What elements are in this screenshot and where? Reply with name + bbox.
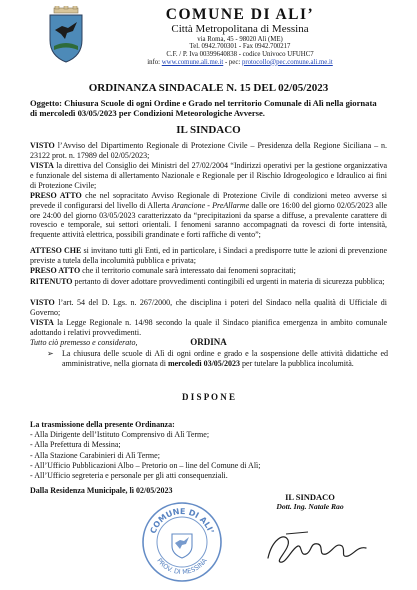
paragraph-text: la Legge Regionale n. 14/98 secondo la quale il Sindaco pianifica emergenza in ambito comunale adottando i relativi provvedimenti. xyxy=(30,318,387,337)
oggetto-text: Chiusura Scuole di ogni Ordine e Grado nel territorio Comunale di Alì nella giornata di mercoledì 03/05/2023 per Condizioni Meteorologiche Avverse. xyxy=(30,98,377,119)
paragraph-text: l’art. 54 del D. Lgs. n. 267/2000, che disciplina i poteri del Sindaco nella qualità di Ufficiale di Governo; xyxy=(30,298,387,317)
list-item: - All’Ufficio Pubblicazioni Albo – Pretorio on – line del Comune di Alì; xyxy=(30,460,261,470)
paragraph-text: pertanto di dover adottare provvedimenti contingibili ed urgenti in materia di sicurezza pubblica; xyxy=(72,277,385,286)
considerata-ritenuto xyxy=(30,277,387,287)
place-date: Dalla Residenza Municipale, lì 02/05/2023 xyxy=(30,486,173,495)
paragraph-text: che il territorio comunale sarà interessato dai fenomeni sopracitati; xyxy=(80,266,296,275)
considerata-preso-atto-territorio xyxy=(30,266,387,276)
keyword: PRESO ATTO xyxy=(30,191,82,200)
address: via Roma, 45 - 98020 Alì (ME) xyxy=(197,35,283,43)
oggetto-label: Oggetto: xyxy=(30,98,62,108)
oggetto xyxy=(30,98,382,119)
paragraph-text: l’Avviso del Dipartimento Regionale di Protezione Civile – Presidenza della Regione Siciliana – n. 23122 prot. n. 17989 del 02/05/2023; xyxy=(30,141,387,160)
dispone-heading: D I S P O N E xyxy=(181,392,235,402)
handwritten-signature-icon xyxy=(262,520,374,570)
signature-block xyxy=(250,492,370,511)
pec-label: - pec: xyxy=(223,58,242,66)
website-link[interactable]: www.comune.ali.me.it xyxy=(161,58,224,66)
keyword: ATTESO CHE xyxy=(30,246,82,255)
citta-metropolitana: Città Metropolitana di Messina xyxy=(171,23,309,36)
ordina-text xyxy=(62,349,388,369)
ordina-title: ORDINA xyxy=(190,337,227,347)
considerata-vista-direttiva xyxy=(30,161,387,190)
coat-of-arms-icon xyxy=(46,6,86,64)
premesso-text: Tutto ciò premesso e considerato, xyxy=(30,338,138,347)
stamp-top-text: COMUNE DI ALI’ xyxy=(148,506,216,535)
keyword: PRESO ATTO xyxy=(30,266,81,275)
paragraph-text: che nel sopracitato Avviso Regionale di Protezione Civile di condizioni meteo avverse si prevede il configurarsi del livello di Allerta xyxy=(30,191,387,210)
keyword: VISTO xyxy=(30,298,55,307)
stamp-bottom-text: PROV. DI MESSINA xyxy=(155,556,209,577)
letterhead xyxy=(100,6,380,66)
signature-title: IL SINDACO xyxy=(285,492,335,502)
paragraph-text: dalle ore 16:00 del giorno 02/05/2023 alle ore 24:00 del giorno 03/05/2023 caratterizzato da “precipitazioni da sparse a diffuse, a prevalente carattere di rovescio e temporale, sui settori orientali. I fenomeni saranno accompagnati da rovesci di forte intensità, frequente attività elettrica, possibili grandinate e forti raffiche di vento”; xyxy=(30,200,387,239)
ordina-text-b: per tutelare la pubblica incolumità. xyxy=(240,358,354,368)
paragraph-text: la direttiva del Consiglio dei Ministri del 27/02/2004 “Indirizzi operativi per la gestione organizzativa e funzionale del sistema di allertamento Nazionale e Regionale per il Rischio Idrogeologico e Idraulico ai fini di Protezione Civile; xyxy=(30,161,387,190)
considerata-preso-atto-avviso xyxy=(30,191,387,240)
contact-line xyxy=(100,59,380,67)
signatory-name: Dott. Ing. Natale Rao xyxy=(276,502,344,512)
list-item: - Alla Prefettura di Messina; xyxy=(30,440,121,450)
pec-email-link[interactable]: protocollo@pec.comune.ali.me.it xyxy=(241,58,333,66)
info-label: info: xyxy=(147,58,162,66)
paragraph-text: si invitano tutti gli Enti, ed in particolare, i Sindaci a predisporre tutte le azioni di prevenzione previste a tutela della incolumità pubblica e privata; xyxy=(30,246,387,265)
keyword: VISTA xyxy=(30,318,54,327)
tax-codes: C.F. / P. Iva 00399640838 - codice Univoco UFUHC7 xyxy=(166,50,314,58)
list-item: - All’Ufficio segreteria e personale per gli atti consequenziali. xyxy=(30,471,228,481)
keyword: VISTO xyxy=(30,141,55,150)
keyword: VISTA xyxy=(30,161,54,170)
comune-name: COMUNE DI ALI’ xyxy=(165,6,315,23)
il-sindaco-heading: IL SINDACO xyxy=(176,124,241,136)
allerta-level: Arancione - PreAllarme xyxy=(171,200,250,210)
trasmissione-heading: La trasmissione della presente Ordinanza: xyxy=(30,420,175,429)
official-stamp-icon xyxy=(140,500,224,584)
considerata-visto-avviso xyxy=(30,141,387,161)
ordina-date: mercoledì 03/05/2023 xyxy=(167,358,241,368)
ordina-text-a: La chiusura delle scuole di Alì di ogni ordine e grado e la sospensione delle attività didattiche ed amministrative, nella giornata di xyxy=(62,349,388,368)
considerata-atteso-che xyxy=(30,246,387,266)
keyword: RITENUTO xyxy=(30,277,73,286)
considerata-visto-art54 xyxy=(30,298,387,318)
list-item: - Alla Dirigente dell’Istituto Comprensivo di Alì Terme; xyxy=(30,430,210,440)
trasmissione-list xyxy=(30,420,387,481)
considerata-vista-legge xyxy=(30,318,387,338)
ordinanza-title: ORDINANZA SINDACALE N. 15 DEL 02/05/2023 xyxy=(88,82,329,94)
svg-text:PROV. DI MESSINA xyxy=(155,556,209,576)
list-item: - Alla Stazione Carabinieri di Alì Terme; xyxy=(30,450,160,460)
arrow-bullet-icon: ➢ xyxy=(47,349,54,358)
phone-fax: Tel. 0942.700301 - Fax 0942.700217 xyxy=(189,43,291,51)
